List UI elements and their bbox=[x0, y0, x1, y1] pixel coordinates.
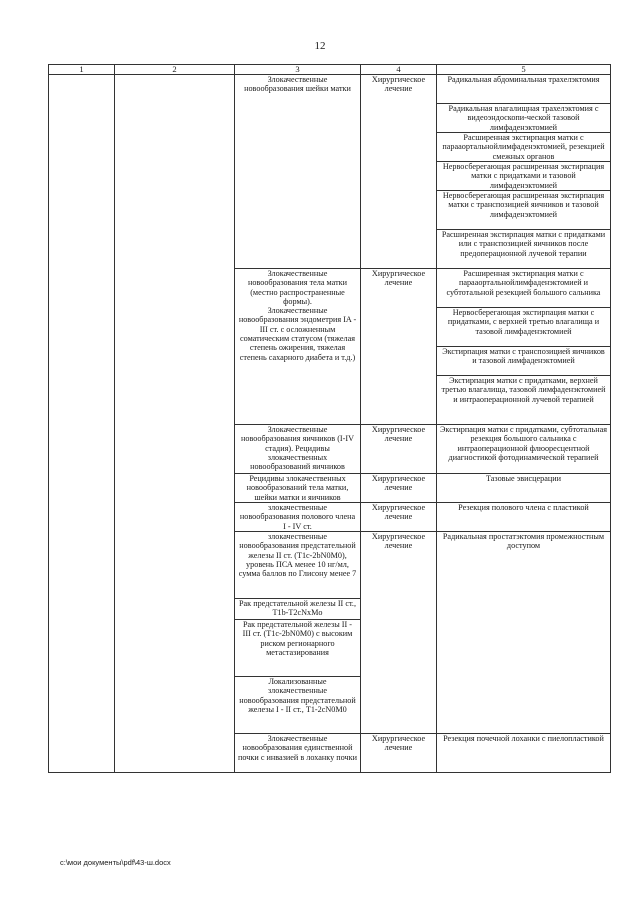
header-cell: 5 bbox=[437, 65, 611, 75]
method-cell: Радикальная влагалищная трахелэктомия с видеоэндоскопи-ческой тазовой лимфаденэктомией bbox=[437, 104, 611, 133]
treatment-cell: Хирургическое лечение bbox=[361, 532, 437, 734]
header-cell: 3 bbox=[235, 65, 361, 75]
header-cell: 2 bbox=[115, 65, 235, 75]
method-cell: Нервосберегающая расширенная экстирпация матки с придатками и тазовой лимфаденэктомией bbox=[437, 162, 611, 191]
diagnosis-cell: Рак предстательной железы II ст., T1b-T2cNxMo bbox=[235, 599, 361, 620]
diagnosis-cell: Злокачественные новообразования единственной почки с инвазией в лоханку почки bbox=[235, 734, 361, 773]
method-cell: Резекция полового члена с пластикой bbox=[437, 503, 611, 532]
header-cell: 4 bbox=[361, 65, 437, 75]
diagnosis-text: Злокачественные новообразования тела матки (местно распространенные формы). bbox=[247, 269, 348, 306]
diagnosis-cell: Рак предстательной железы II - III ст. (T1c-2bN0M0) с высоким риском регионарного метастазирования bbox=[235, 620, 361, 677]
treatment-cell: Хирургическое лечение bbox=[361, 474, 437, 503]
treatment-cell: Хирургическое лечение bbox=[361, 734, 437, 773]
method-cell: Радикальная простатэктомия промежностным доступом bbox=[437, 532, 611, 734]
diagnosis-cell: злокачественные новообразования полового члена I - IV ст. bbox=[235, 503, 361, 532]
procedures-table bbox=[48, 64, 611, 773]
treatment-cell: Хирургическое лечение bbox=[361, 425, 437, 474]
method-cell: Расширенная экстирпация матки с придатками или с транспозицией яичников после предоперационной лучевой терапии bbox=[437, 230, 611, 269]
method-cell: Радикальная абдоминальная трахелэктомия bbox=[437, 75, 611, 104]
method-cell: Нервосберегающая экстирпация матки с придатками, с верхней третью влагалища и тазовой лимфаденэктомией bbox=[437, 308, 611, 347]
method-cell: Экстирпация матки с транспозицией яичников и тазовой лимфаденэктомией bbox=[437, 347, 611, 376]
diagnosis-cell: Локализованные злокачественные новообразования предстательной железы I - II ст., T1-2cN0M0 bbox=[235, 677, 361, 734]
diagnosis-cell: Злокачественные новообразования шейки матки bbox=[235, 75, 361, 269]
method-cell: Расширенная экстирпация матки с парааортальнойлимфаденэктомией и субтотальной резекцией большого сальника bbox=[437, 269, 611, 308]
diagnosis-cell: злокачественные новообразования предстательной железы II ст. (T1c-2bN0M0), уровень ПСА менее 10 нг/мл, сумма баллов по Глисону менее 7 bbox=[235, 532, 361, 599]
method-cell: Резекция почечной лоханки с пиелопластикой bbox=[437, 734, 611, 773]
method-cell: Расширенная экстирпация матки с парааортальнойлимфаденэктомией, резекцией смежных органов bbox=[437, 133, 611, 162]
diagnosis-cell bbox=[235, 269, 361, 425]
diagnosis-cell: Рецидивы злокачественных новообразований тела матки, шейки матки и яичников bbox=[235, 474, 361, 503]
method-cell: Нервосберегающая расширенная экстирпация матки с транспозицией яичников и тазовой лимфаденэктомией bbox=[437, 191, 611, 230]
method-cell: Тазовые эвисцерации bbox=[437, 474, 611, 503]
table-row bbox=[49, 75, 611, 104]
table-header-row bbox=[49, 65, 611, 75]
header-cell: 1 bbox=[49, 65, 115, 75]
diagnosis-text: Злокачественные новообразования эндометрия IA - III ст. с осложненным соматическим статусом (тяжелая степень ожирения, тяжелая степень сахарного диабета и т.д.) bbox=[238, 306, 357, 362]
treatment-cell: Хирургическое лечение bbox=[361, 269, 437, 425]
method-cell: Экстирпация матки с придатками, субтотальная резекция большого сальника с интраоперационной флюоресцентной диагностикой фотодинамической терапией bbox=[437, 425, 611, 474]
method-cell: Экстирпация матки с придатками, верхней третью влагалища, тазовой лимфаденэктомией и интраоперационной лучевой терапией bbox=[437, 376, 611, 425]
treatment-cell: Хирургическое лечение bbox=[361, 503, 437, 532]
diagnosis-cell: Злокачественные новообразования яичников (I-IV стадия). Рецидивы злокачественных новообразований яичников bbox=[235, 425, 361, 474]
cell-col2 bbox=[115, 75, 235, 773]
cell-col1 bbox=[49, 75, 115, 773]
file-path-footer: c:\мои документы\pdf\43-ш.docx bbox=[60, 858, 171, 867]
page-number: 12 bbox=[314, 40, 326, 52]
treatment-cell: Хирургическое лечение bbox=[361, 75, 437, 269]
